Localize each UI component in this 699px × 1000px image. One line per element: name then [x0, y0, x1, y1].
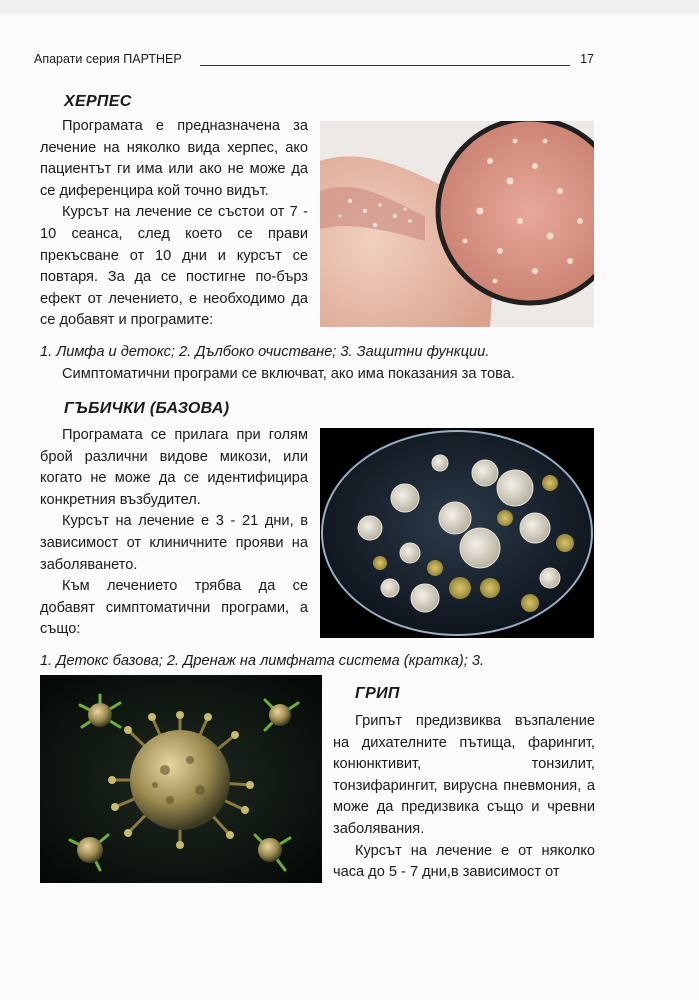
fungi-paragraph-3: Към лечението трябва да се добавят симптоматични програми, а също:	[40, 578, 308, 638]
herpes-skin-magnifier-illustration	[320, 121, 594, 327]
header-title: Апарати серия ПАРТНЕР	[34, 52, 182, 66]
fungi-paragraph-2: Курсът на лечение е 3 - 21 дни, в зависимост от клиничните прояви на заболяването.	[40, 513, 308, 573]
influenza-virus-illustration	[40, 675, 322, 883]
fungi-heading: ГЪБИЧКИ (БАЗОВА)	[64, 400, 230, 417]
fungi-paragraph-1: Програмата се прилага при голям брой различни видове микози, или когато не може да се идентифицира конкретния възбудител.	[40, 427, 308, 508]
herpes-programs: 1. Лимфа и детокс; 2. Дълбоко очистване; 3. Защитни функции.	[40, 344, 490, 360]
herpes-heading: ХЕРПЕС	[64, 93, 132, 110]
herpes-text-2	[40, 364, 600, 386]
fungi-image	[320, 428, 594, 638]
herpes-paragraph-3: Симптоматични програми се включват, ако има показания за това.	[62, 366, 515, 382]
herpes-paragraph-2: Курсът на лечение се състои от 7 - 10 сеанса, след което се прави прекъсване от 10 дни и курсът се повтаря. За да се постигне по-бърз ефект от лечението, е необходимо да се добавят и програмите:	[40, 204, 308, 329]
herpes-paragraph-1: Програмата е предназначена за лечение на няколко вида херпес, ако пациентът ги има или ако не може да се диференцира кой точно видът.	[40, 118, 308, 199]
page-header	[34, 52, 594, 70]
petri-dish-illustration	[320, 428, 594, 638]
flu-paragraph-2: Курсът на лечение е от няколко часа до 5 - 7 дни,в зависимост от	[333, 842, 595, 881]
herpes-text-1	[40, 116, 308, 332]
header-rule	[200, 65, 570, 66]
fungi-programs: 1. Детокс базова; 2. Дренаж на лимфната система (кратка); 3.	[40, 653, 485, 669]
top-strip	[0, 0, 699, 14]
fungi-text-1	[40, 425, 308, 641]
flu-image	[40, 675, 322, 883]
flu-paragraph-1: Грипът предизвиква възпаление на дихателните пътища, фарингит, конюнктивит, тонзилит, тонзифарингит, вирусна пневмония, а може да предизвика също и чревни заболявания.	[333, 713, 595, 837]
herpes-image	[320, 121, 594, 327]
page-number: 17	[580, 52, 594, 66]
flu-heading: ГРИП	[355, 685, 400, 702]
flu-text	[333, 711, 595, 884]
